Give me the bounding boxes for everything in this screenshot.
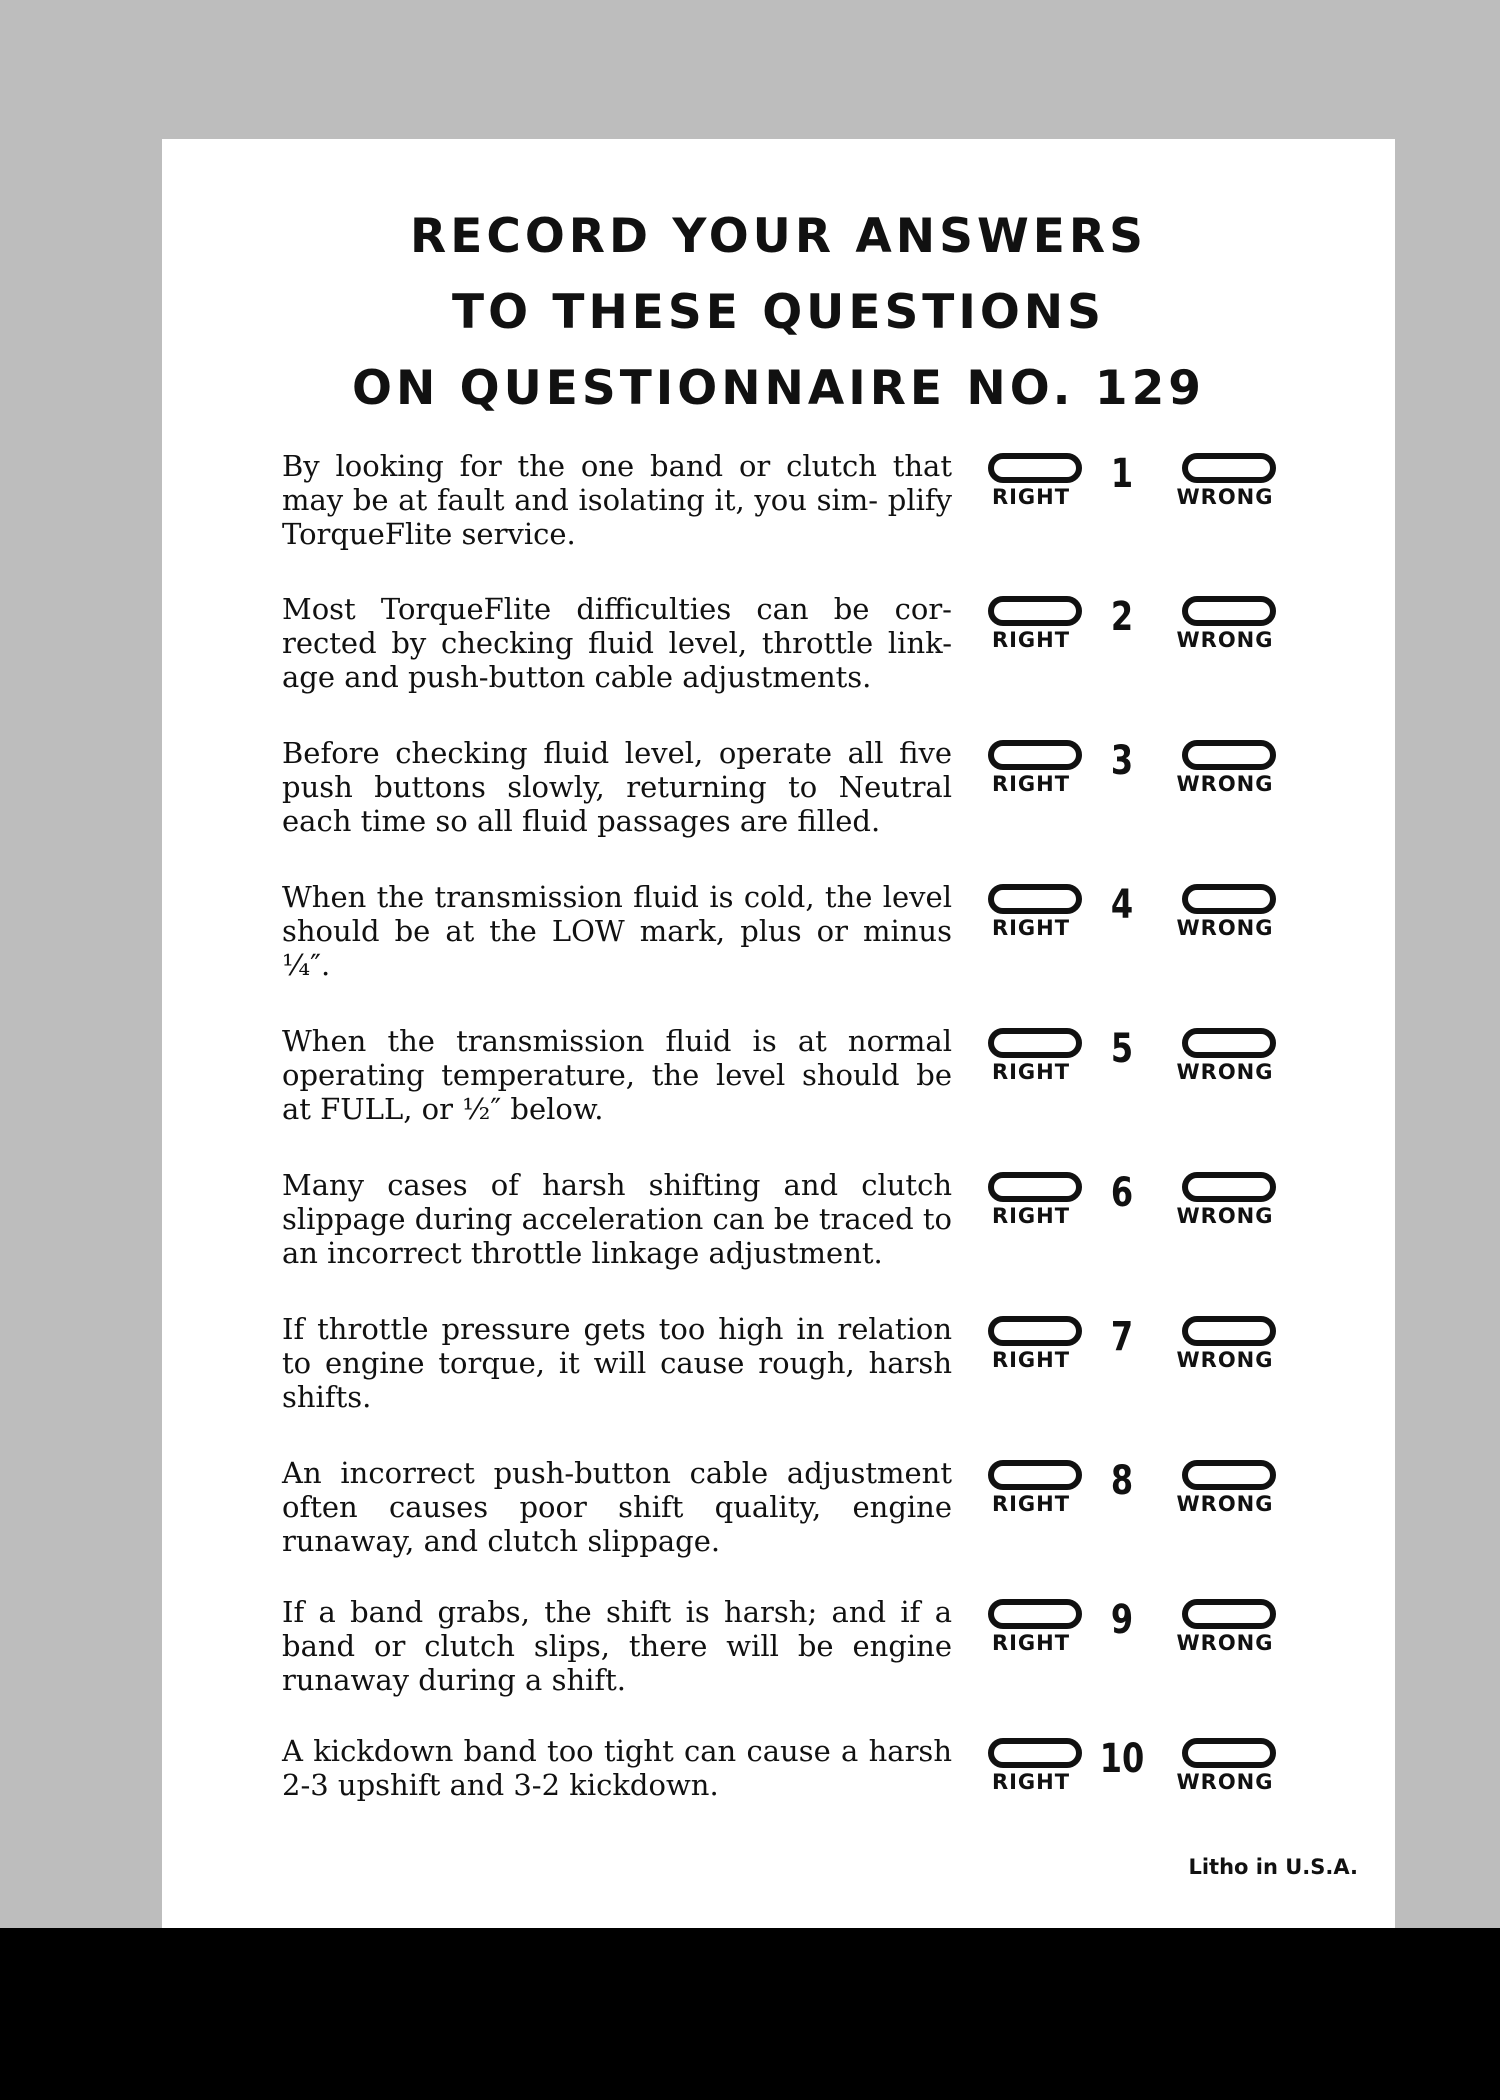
question-number: 2 — [1110, 594, 1134, 640]
wrong-answer-bubble[interactable] — [1182, 596, 1276, 626]
wrong-label: WRONG — [1176, 1770, 1274, 1794]
question-number: 5 — [1110, 1026, 1134, 1072]
right-label: RIGHT — [991, 1348, 1071, 1372]
question-row — [282, 736, 1404, 846]
wrong-answer-bubble[interactable] — [1182, 1316, 1276, 1346]
right-label: RIGHT — [991, 1770, 1071, 1794]
wrong-label: WRONG — [1176, 772, 1274, 796]
wrong-answer-bubble[interactable] — [1182, 1460, 1276, 1490]
wrong-answer-bubble[interactable] — [1182, 1172, 1276, 1202]
wrong-answer-bubble[interactable] — [1182, 1738, 1276, 1768]
title-line-3: ON QUESTIONNAIRE NO. 129 — [351, 361, 1205, 416]
right-label: RIGHT — [991, 485, 1071, 509]
right-answer-bubble[interactable] — [988, 1172, 1082, 1202]
question-number: 10 — [1099, 1736, 1145, 1782]
right-answer-bubble[interactable] — [988, 596, 1082, 626]
question-number: 3 — [1110, 738, 1134, 784]
question-text: When the transmission fluid is at normal operating temperature, the level should be at FULL, or ½″ below. — [282, 1024, 952, 1126]
question-row — [282, 449, 1404, 559]
wrong-answer-bubble[interactable] — [1182, 884, 1276, 914]
question-number: 8 — [1110, 1458, 1134, 1504]
print-footer: Litho in U.S.A. — [1188, 1855, 1358, 1879]
question-row — [282, 1456, 1404, 1566]
wrong-answer-bubble[interactable] — [1182, 453, 1276, 483]
question-number: 1 — [1110, 451, 1134, 497]
wrong-label: WRONG — [1176, 1631, 1274, 1655]
question-text: By looking for the one band or clutch that may be at fault and isolating it, you sim- plify TorqueFlite service. — [282, 449, 952, 551]
wrong-label: WRONG — [1176, 916, 1274, 940]
question-text: If a band grabs, the shift is harsh; and if a band or clutch slips, there will be engine runaway during a shift. — [282, 1595, 952, 1697]
right-answer-bubble[interactable] — [988, 1738, 1082, 1768]
question-number: 9 — [1110, 1597, 1134, 1643]
question-row — [282, 1024, 1404, 1134]
question-row — [282, 1734, 1404, 1844]
questionnaire-page — [162, 139, 1395, 1928]
question-number: 7 — [1110, 1314, 1134, 1360]
question-text: Before checking fluid level, operate all five push buttons slowly, returning to Neutral each time so all fluid passages are filled. — [282, 736, 952, 838]
right-answer-bubble[interactable] — [988, 1316, 1082, 1346]
question-text: Many cases of harsh shifting and clutch slippage during acceleration can be traced to an incorrect throttle linkage adjustment. — [282, 1168, 952, 1270]
right-answer-bubble[interactable] — [988, 1460, 1082, 1490]
wrong-label: WRONG — [1176, 1348, 1274, 1372]
wrong-label: WRONG — [1176, 628, 1274, 652]
question-text: If throttle pressure gets too high in relation to engine torque, it will cause rough, harsh shifts. — [282, 1312, 952, 1414]
right-answer-bubble[interactable] — [988, 740, 1082, 770]
question-row — [282, 1595, 1404, 1705]
right-answer-bubble[interactable] — [988, 453, 1082, 483]
right-label: RIGHT — [991, 1060, 1071, 1084]
right-label: RIGHT — [991, 1492, 1071, 1516]
page-title — [162, 199, 1395, 427]
right-answer-bubble[interactable] — [988, 884, 1082, 914]
question-text: A kickdown band too tight can cause a harsh 2-3 upshift and 3-2 kickdown. — [282, 1734, 952, 1802]
question-row — [282, 880, 1404, 990]
title-line-1: RECORD YOUR ANSWERS — [410, 209, 1147, 264]
wrong-answer-bubble[interactable] — [1182, 1028, 1276, 1058]
title-line-2: TO THESE QUESTIONS — [452, 285, 1105, 340]
question-text: Most TorqueFlite difficulties can be cor- rected by checking fluid level, throttle link- age and push-button cable adjustments. — [282, 592, 952, 694]
wrong-answer-bubble[interactable] — [1182, 1599, 1276, 1629]
right-label: RIGHT — [991, 916, 1071, 940]
question-row — [282, 592, 1404, 702]
right-answer-bubble[interactable] — [988, 1028, 1082, 1058]
question-row — [282, 1312, 1404, 1422]
question-number: 6 — [1110, 1170, 1134, 1216]
wrong-label: WRONG — [1176, 1060, 1274, 1084]
right-label: RIGHT — [991, 1204, 1071, 1228]
right-label: RIGHT — [991, 628, 1071, 652]
question-number: 4 — [1110, 882, 1134, 928]
wrong-label: WRONG — [1176, 1204, 1274, 1228]
right-label: RIGHT — [991, 1631, 1071, 1655]
question-text: An incorrect push-button cable adjustment often causes poor shift quality, engine runaway, and clutch slippage. — [282, 1456, 952, 1558]
bottom-black-bar — [0, 1928, 1500, 2100]
wrong-answer-bubble[interactable] — [1182, 740, 1276, 770]
question-row — [282, 1168, 1404, 1278]
wrong-label: WRONG — [1176, 1492, 1274, 1516]
right-answer-bubble[interactable] — [988, 1599, 1082, 1629]
wrong-label: WRONG — [1176, 485, 1274, 509]
question-text: When the transmission fluid is cold, the level should be at the LOW mark, plus or minus ¼″. — [282, 880, 952, 982]
right-label: RIGHT — [991, 772, 1071, 796]
